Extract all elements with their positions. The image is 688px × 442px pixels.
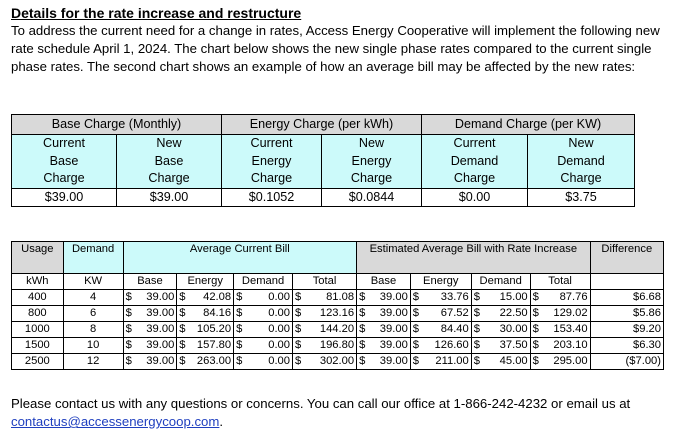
usage-cell: 1000 [12, 322, 64, 338]
demand-charge-group-header: Demand Charge (per KW) [422, 115, 635, 135]
usage-cell: 1500 [12, 338, 64, 354]
bill-amount-cell [234, 322, 293, 338]
bill-amount-cell [177, 290, 234, 306]
bill-amount-cell [234, 338, 293, 354]
currency-symbol: $ [179, 291, 186, 303]
bill-amount-cell [234, 354, 293, 370]
currency-symbol: $ [532, 323, 539, 335]
bill-amount-cell [357, 354, 411, 370]
bill-amount-cell [293, 306, 357, 322]
rate-subheader-line: Current [453, 136, 496, 150]
bill-amount-cell [530, 338, 590, 354]
currency-symbol: $ [236, 291, 243, 303]
bill-amount-cell [471, 322, 530, 338]
bill-subcolumn-header: Base [123, 274, 177, 290]
bill-amount-cell [293, 290, 357, 306]
amount-value: 0.00 [268, 355, 290, 367]
bill-amount-cell [177, 306, 234, 322]
rate-subheader-line: Base [49, 153, 79, 168]
currency-symbol: $ [295, 291, 302, 303]
demand-cell: 6 [63, 306, 123, 322]
amount-value: 67.52 [440, 307, 469, 319]
amount-value: 0.00 [268, 291, 290, 303]
bill-row [12, 338, 664, 354]
amount-value: 39.00 [379, 323, 408, 335]
usage-header: Usage [12, 242, 64, 274]
bill-amount-cell [530, 290, 590, 306]
amount-value: 129.02 [553, 307, 588, 319]
currency-symbol: $ [473, 339, 480, 351]
bill-amount-cell [234, 290, 293, 306]
bill-subcolumn-header: Demand [234, 274, 293, 290]
difference-cell: $6.30 [590, 338, 663, 354]
demand-cell: 10 [63, 338, 123, 354]
currency-symbol: $ [125, 323, 132, 335]
difference-cell: $6.68 [590, 290, 663, 306]
intro-paragraph: To address the current need for a change in rates, Access Energy Cooperative will implement the following new rate schedule April 1, 2024. The chart below shows the new single phase rates compared to the current single phase rates. The second chart shows an example of how an average bill may be affected by the new rates: [11, 23, 660, 75]
bill-amount-cell [293, 354, 357, 370]
amount-value: 123.16 [319, 307, 355, 319]
rate-subheader-line: Demand [557, 153, 605, 168]
amount-value: 84.16 [203, 307, 232, 319]
currency-symbol: $ [412, 323, 420, 335]
bill-amount-cell [123, 306, 177, 322]
amount-value: 0.00 [268, 339, 290, 351]
rate-subheader [422, 135, 528, 189]
bill-amount-cell [410, 306, 471, 322]
rate-subheader-line: Charge [350, 171, 393, 185]
usage-cell: 800 [12, 306, 64, 322]
amount-value: 39.00 [379, 355, 408, 367]
bill-amount-cell [471, 290, 530, 306]
bill-amount-cell [357, 322, 411, 338]
contact-email-link[interactable]: contactus@accessenergycoop.com [11, 414, 220, 430]
difference-cell: ($7.00) [590, 354, 663, 370]
amount-value: 30.00 [499, 323, 528, 335]
currency-symbol: $ [295, 307, 302, 319]
bill-amount-cell [410, 354, 471, 370]
estimated-bill-header: Estimated Average Bill with Rate Increase [357, 242, 590, 274]
bill-amount-cell [410, 338, 471, 354]
currency-symbol: $ [295, 355, 302, 367]
amount-value: 84.40 [440, 323, 469, 335]
bill-amount-cell [410, 290, 471, 306]
demand-cell: 4 [63, 290, 123, 306]
currency-symbol: $ [532, 339, 539, 351]
bill-amount-cell [357, 338, 411, 354]
bill-subcolumn-header: Energy [177, 274, 234, 290]
rate-subheader [222, 135, 322, 189]
current-bill-header: Average Current Bill [123, 242, 357, 274]
amount-value: 37.50 [499, 339, 528, 351]
difference-cell: $5.86 [590, 306, 663, 322]
amount-value: 263.00 [196, 355, 232, 367]
amount-value: 0.00 [268, 307, 290, 319]
rate-subheader-line: Energy [251, 153, 292, 168]
rate-value: $39.00 [12, 188, 117, 207]
demand-cell: 12 [63, 354, 123, 370]
currency-symbol: $ [473, 291, 480, 303]
rate-comparison-table [11, 114, 635, 207]
amount-value: 39.00 [146, 323, 175, 335]
amount-value: 105.20 [196, 323, 232, 335]
currency-symbol: $ [179, 355, 186, 367]
amount-value: 39.00 [379, 307, 408, 319]
rate-value: $0.1052 [222, 188, 322, 207]
bill-amount-cell [530, 306, 590, 322]
amount-value: 39.00 [146, 307, 175, 319]
energy-charge-group-header: Energy Charge (per kWh) [222, 115, 422, 135]
demand-header: Demand [63, 242, 123, 274]
bill-amount-cell [530, 322, 590, 338]
amount-value: 81.08 [326, 291, 355, 303]
bill-subcolumn-header: Total [530, 274, 590, 290]
currency-symbol: $ [359, 339, 366, 351]
amount-value: 153.40 [553, 323, 588, 335]
average-bill-table [11, 241, 664, 370]
bill-row [12, 306, 664, 322]
bill-amount-cell [471, 354, 530, 370]
bill-subcolumn-header: Demand [471, 274, 530, 290]
amount-value: 211.00 [435, 355, 469, 367]
rate-subheader [117, 135, 222, 189]
contact-text: Please contact us with any questions or concerns. You can call our office at 1-866-242-4232 or email us at [11, 396, 631, 411]
bill-amount-cell [234, 306, 293, 322]
rate-subheader-line: Current [250, 136, 293, 150]
currency-symbol: $ [236, 307, 243, 319]
currency-symbol: $ [236, 323, 243, 335]
amount-value: 39.00 [379, 339, 408, 351]
rate-subheader-line: Current [43, 136, 85, 150]
currency-symbol: $ [125, 291, 132, 303]
amount-value: 39.00 [146, 355, 175, 367]
currency-symbol: $ [473, 307, 480, 319]
rate-value: $0.00 [422, 188, 528, 207]
currency-symbol: $ [359, 355, 366, 367]
currency-symbol: $ [125, 307, 132, 319]
rate-subheader-line: Base [154, 153, 184, 168]
bill-amount-cell [177, 354, 234, 370]
amount-value: 203.10 [553, 339, 588, 351]
bill-amount-cell [410, 322, 471, 338]
usage-cell: 400 [12, 290, 64, 306]
bill-subcolumn-header: Energy [410, 274, 471, 290]
bill-amount-cell [293, 322, 357, 338]
amount-value: 144.20 [319, 323, 355, 335]
currency-symbol: $ [412, 291, 420, 303]
amount-value: 45.00 [499, 355, 528, 367]
amount-value: 33.76 [440, 291, 469, 303]
amount-value: 302.00 [319, 355, 355, 367]
currency-symbol: $ [359, 323, 366, 335]
rate-subheader-line: Charge [148, 171, 190, 185]
currency-symbol: $ [412, 339, 420, 351]
base-charge-group-header: Base Charge (Monthly) [12, 115, 222, 135]
rate-value: $39.00 [117, 188, 222, 207]
unit-kwh: kWh [12, 274, 64, 290]
unit-kw: KW [63, 274, 123, 290]
bill-amount-cell [123, 290, 177, 306]
currency-symbol: $ [179, 307, 186, 319]
amount-value: 39.00 [379, 291, 408, 303]
currency-symbol: $ [236, 355, 243, 367]
difference-subheader-blank [590, 274, 663, 290]
currency-symbol: $ [532, 307, 539, 319]
currency-symbol: $ [125, 355, 132, 367]
page-heading: Details for the rate increase and restructure [11, 5, 302, 21]
currency-symbol: $ [359, 291, 366, 303]
amount-value: 0.00 [268, 323, 290, 335]
rate-subheader-line: New [156, 136, 182, 150]
currency-symbol: $ [473, 323, 480, 335]
rate-subheader-line: Charge [560, 171, 602, 185]
bill-row [12, 290, 664, 306]
contact-paragraph [11, 395, 681, 431]
currency-symbol: $ [236, 339, 243, 351]
currency-symbol: $ [359, 307, 366, 319]
bill-amount-cell [123, 338, 177, 354]
rate-subheader-line: New [358, 136, 385, 150]
bill-row [12, 322, 664, 338]
usage-cell: 2500 [12, 354, 64, 370]
rate-subheader [12, 135, 117, 189]
bill-amount-cell [293, 338, 357, 354]
rate-subheader-line: Charge [43, 171, 85, 185]
bill-amount-cell [471, 306, 530, 322]
demand-cell: 8 [63, 322, 123, 338]
rate-subheader [322, 135, 422, 189]
rate-subheader-line: Demand [450, 153, 499, 168]
bill-subcolumn-header: Total [293, 274, 357, 290]
amount-value: 157.80 [196, 339, 232, 351]
rate-subheader-line: New [568, 136, 594, 150]
rate-subheader [528, 135, 635, 189]
bill-row [12, 354, 664, 370]
amount-value: 87.76 [559, 291, 588, 303]
rate-subheader-line: Energy [351, 153, 392, 168]
currency-symbol: $ [295, 339, 302, 351]
currency-symbol: $ [473, 355, 480, 367]
bill-amount-cell [471, 338, 530, 354]
difference-cell: $9.20 [590, 322, 663, 338]
rate-value: $0.0844 [322, 188, 422, 207]
currency-symbol: $ [412, 355, 420, 367]
amount-value: 126.60 [434, 339, 469, 351]
amount-value: 295.00 [553, 355, 588, 367]
bill-amount-cell [357, 306, 411, 322]
bill-amount-cell [123, 322, 177, 338]
bill-amount-cell [530, 354, 590, 370]
amount-value: 22.50 [499, 307, 528, 319]
bill-subcolumn-header: Base [357, 274, 411, 290]
currency-symbol: $ [412, 307, 420, 319]
bill-amount-cell [123, 354, 177, 370]
amount-value: 39.00 [146, 291, 175, 303]
currency-symbol: $ [179, 339, 186, 351]
amount-value: 42.08 [203, 291, 232, 303]
amount-value: 39.00 [146, 339, 175, 351]
currency-symbol: $ [125, 339, 132, 351]
rate-subheader-line: Charge [453, 171, 496, 185]
currency-symbol: $ [179, 323, 186, 335]
amount-value: 15.00 [499, 291, 528, 303]
contact-end: . [219, 414, 224, 430]
bill-amount-cell [177, 322, 234, 338]
bill-amount-cell [357, 290, 411, 306]
difference-header: Difference [590, 242, 663, 274]
rate-subheader-line: Charge [250, 171, 293, 185]
amount-value: 196.80 [319, 339, 355, 351]
currency-symbol: $ [532, 291, 539, 303]
currency-symbol: $ [295, 323, 302, 335]
bill-amount-cell [177, 338, 234, 354]
currency-symbol: $ [532, 355, 539, 367]
rate-value: $3.75 [528, 188, 635, 207]
